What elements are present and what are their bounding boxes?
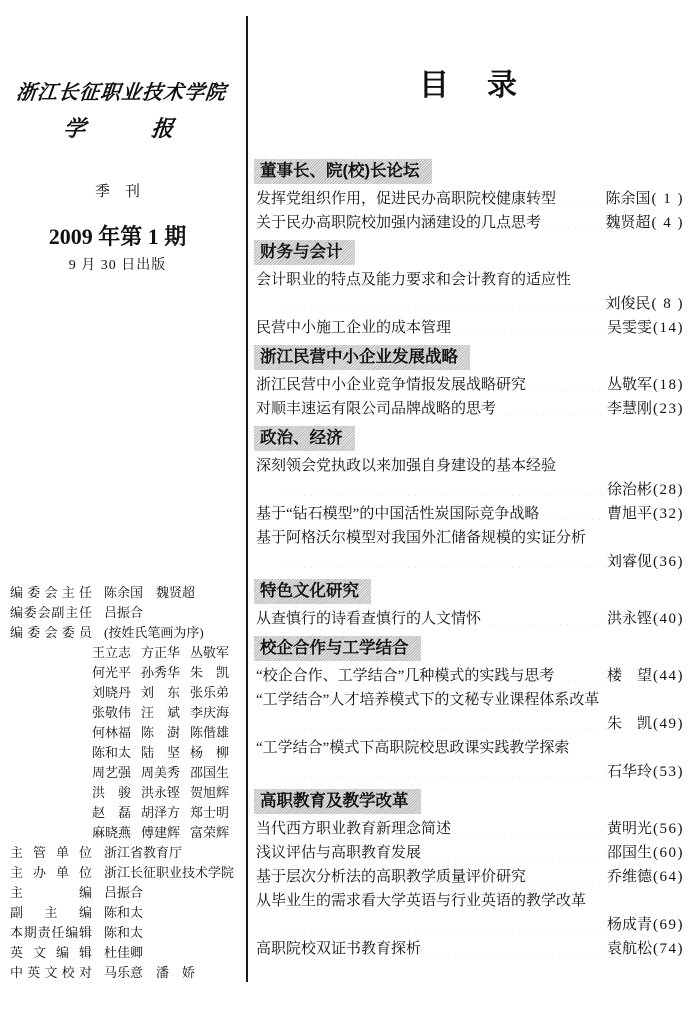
dot-leader	[454, 823, 604, 835]
editorial-member-row	[92, 763, 239, 783]
toc-entry-continuation	[256, 550, 684, 574]
toc-entry-continuation	[256, 292, 684, 316]
toc-section	[256, 235, 684, 340]
toc-entry-page: (40)	[653, 611, 684, 627]
toc-entry	[256, 664, 684, 688]
toc-section-heading: 高职教育及教学改革	[254, 789, 421, 814]
toc-entry-page: (44)	[653, 668, 684, 684]
editorial-member-name: 周美秀	[141, 765, 181, 780]
editorial-member-name: 何光平	[92, 665, 132, 680]
toc-entry	[256, 187, 684, 211]
toc-entry-author: 刘睿伣	[606, 554, 652, 570]
toc-entry-author: 杨成青	[606, 917, 652, 933]
editorial-row-label: 编委会副主任	[10, 605, 92, 620]
editorial-admin-label: 主编	[10, 885, 92, 900]
toc-entry-title: 基于阿格沃尔模型对我国外汇储备规模的实证分析	[256, 530, 587, 546]
editorial-member-name: 张敬伟	[92, 705, 132, 720]
editorial-row	[10, 583, 239, 603]
editorial-row-value: 陈余国 魏贤超	[104, 585, 196, 600]
toc-entry-title: “工学结合”人才培养模式下的文秘专业课程体系改革	[256, 692, 600, 708]
toc-entry-title: “校企合作、工学结合”几种模式的实践与思考	[256, 668, 555, 684]
editorial-member-row	[92, 743, 239, 763]
toc-entry	[256, 937, 684, 961]
dot-leader	[559, 193, 602, 205]
toc-entry-page: ( 1 )	[651, 191, 684, 207]
editorial-member-name: 赵 磊	[92, 805, 132, 820]
journal-name: 浙江长征职业技术学院	[15, 82, 228, 104]
editorial-admin-row	[10, 843, 239, 863]
toc-entry	[256, 865, 684, 889]
editorial-member-name: 方正华	[141, 645, 181, 660]
toc-entry-author: 丛敬军	[606, 377, 652, 393]
dot-leader	[499, 403, 604, 415]
toc-entry-title: 基于“钻石模型”的中国活性炭国际竞争战略	[256, 506, 540, 522]
toc-entry	[256, 211, 684, 235]
toc-entry-page: (23)	[653, 401, 684, 417]
editorial-row	[10, 603, 239, 623]
toc-section	[256, 340, 684, 421]
toc-entry-author: 吴雯雯	[606, 320, 652, 336]
toc-section-heading-row	[256, 340, 684, 373]
toc-entry-page: (14)	[653, 320, 684, 336]
toc-entry-page: (36)	[653, 554, 684, 570]
editorial-member-name: 何林福	[92, 725, 132, 740]
toc-entry-page: (18)	[653, 377, 684, 393]
toc-entry	[256, 817, 684, 841]
editorial-member-name: 朱 凯	[190, 665, 230, 680]
editorial-member-row	[92, 803, 239, 823]
dot-leader	[529, 379, 604, 391]
journal-frequency: 季 刊	[94, 184, 140, 200]
editorial-admin-value: 马乐意 潘 娇	[104, 965, 196, 980]
editorial-admin-value: 浙江长征职业技术学院	[104, 865, 235, 880]
toc-entry-author: 邵国生	[606, 845, 652, 861]
editorial-member-name: 刘晓丹	[92, 685, 132, 700]
journal-publish-date: 9 月 30 日出版	[68, 258, 167, 273]
toc-entry-title: 会计职业的特点及能力要求和会计教育的适应性	[256, 272, 572, 288]
editorial-row-value: 吕振合	[104, 605, 144, 620]
editorial-member-name: 汪 斌	[141, 705, 181, 720]
dot-leader	[424, 943, 604, 955]
editorial-member-name: 胡泽方	[141, 805, 181, 820]
toc-entry-title: 从查慎行的诗看查慎行的人文情怀	[256, 611, 482, 627]
toc-section-heading: 财务与会计	[254, 240, 355, 265]
toc-entry-author: 陈余国	[605, 191, 651, 207]
toc-entry-page: (60)	[653, 845, 684, 861]
editorial-admin-label: 中英文校对	[10, 965, 92, 980]
toc-entry-page: (56)	[653, 821, 684, 837]
toc-entry-page: (32)	[653, 506, 684, 522]
editorial-member-name: 周艺强	[92, 765, 132, 780]
toc-entry-page: ( 8 )	[651, 296, 684, 312]
editorial-admin-row	[10, 883, 239, 903]
editorial-admin-row	[10, 963, 239, 983]
toc-section-heading: 校企合作与工学结合	[254, 636, 421, 661]
dot-leader	[280, 484, 604, 496]
dot-leader	[544, 217, 602, 229]
editorial-member-row	[92, 663, 239, 683]
editorial-admin-row	[10, 943, 239, 963]
toc-entry-page: (49)	[653, 716, 684, 732]
editorial-member-name: 李庆海	[190, 705, 230, 720]
toc-section	[256, 631, 684, 784]
toc-entry	[256, 502, 684, 526]
editorial-member-name: 贺旭辉	[190, 785, 230, 800]
toc-entry-author: 曹旭平	[606, 506, 652, 522]
toc-section-heading: 董事长、院(校)长论坛	[254, 159, 432, 184]
editorial-admin-value: 杜佳卿	[104, 945, 144, 960]
toc-section-heading: 浙江民营中小企业发展战略	[254, 345, 470, 370]
dot-leader	[280, 766, 604, 778]
toc-entry-title: 当代西方职业教育新理念简述	[256, 821, 452, 837]
toc-entry-title: 基于层次分析法的高职教学质量评价研究	[256, 869, 527, 885]
toc-entry-author: 楼 望	[606, 668, 652, 684]
toc-entry-author: 魏贤超	[605, 215, 651, 231]
dot-leader	[557, 670, 604, 682]
editorial-member-name: 王立志	[92, 645, 132, 660]
editorial-row-value: (按姓氏笔画为序)	[104, 625, 204, 640]
editorial-admin-value: 吕振合	[104, 885, 144, 900]
editorial-member-name: 杨 柳	[190, 745, 230, 760]
editorial-admin-row	[10, 923, 239, 943]
editorial-admin-value: 陈和太	[104, 925, 144, 940]
toc-entry	[256, 316, 684, 340]
toc-title: 目 录	[419, 69, 521, 102]
toc-entry-continuation	[256, 913, 684, 937]
toc-section	[256, 574, 684, 631]
toc-section-heading-row	[256, 421, 684, 454]
toc-entry	[256, 607, 684, 631]
toc-entry-author: 乔维德	[606, 869, 652, 885]
dot-leader	[542, 508, 604, 520]
editorial-member-name: 洪永铿	[141, 785, 181, 800]
dot-leader	[280, 556, 604, 568]
toc-section	[256, 154, 684, 235]
toc-section-heading: 政治、经济	[254, 426, 355, 451]
editorial-admin-row	[10, 863, 239, 883]
editorial-member-row	[92, 783, 239, 803]
dot-leader	[280, 919, 604, 931]
journal-name-line2: 学 报	[62, 116, 175, 141]
editorial-member-name: 陈偕雄	[190, 725, 230, 740]
editorial-member-row	[92, 723, 239, 743]
toc-entry-author: 徐治彬	[606, 482, 652, 498]
toc-entry	[256, 397, 684, 421]
editorial-member-name: 刘 东	[141, 685, 181, 700]
editorial-admin-row	[10, 903, 239, 923]
toc-column	[256, 0, 684, 961]
toc-section-heading: 特色文化研究	[254, 579, 371, 604]
toc-entry-continuation	[256, 760, 684, 784]
editorial-admin-label: 英文编辑	[10, 945, 92, 960]
dot-leader	[484, 613, 604, 625]
editorial-admin-label: 副主编	[10, 905, 92, 920]
dot-leader	[424, 847, 604, 859]
toc-entry-page: (53)	[653, 764, 684, 780]
toc-entry-page: (74)	[653, 941, 684, 957]
editorial-admin-label: 主办单位	[10, 865, 92, 880]
editorial-row-label: 编委会主任	[10, 585, 92, 600]
toc-entry-page: (69)	[653, 917, 684, 933]
toc-entry-title: 浙江民营中小企业竞争情报发展战略研究	[256, 377, 527, 393]
toc-section-heading-row	[256, 574, 684, 607]
editorial-admin-value: 陈和太	[104, 905, 144, 920]
toc-entry-page: (64)	[653, 869, 684, 885]
editorial-member-name: 陈和太	[92, 745, 132, 760]
dot-leader	[280, 718, 604, 730]
dot-leader	[529, 871, 604, 883]
toc-entry-page: (28)	[653, 482, 684, 498]
editorial-row	[10, 623, 239, 643]
toc-entry-title: “工学结合”模式下高职院校思政课实践教学探索	[256, 740, 570, 756]
editorial-member-name: 陈 澍	[141, 725, 181, 740]
editorial-row-label: 编委会委员	[10, 625, 92, 640]
toc-sections	[256, 154, 684, 961]
editorial-member-row	[92, 683, 239, 703]
toc-entry	[256, 841, 684, 865]
toc-section-heading-row	[256, 631, 684, 664]
editorial-member-name: 麻晓燕	[92, 825, 132, 840]
editorial-member-name: 郑士明	[190, 805, 230, 820]
toc-section-heading-row	[256, 154, 684, 187]
toc-entry-title: 对顺丰速运有限公司品牌战略的思考	[256, 401, 497, 417]
editorial-member-name: 陆 坚	[141, 745, 181, 760]
toc-entry-title: 发挥党组织作用，促进民办高职院校健康转型	[256, 191, 557, 207]
editorial-admin-label: 主管单位	[10, 845, 92, 860]
toc-entry-title: 浅议评估与高职教育发展	[256, 845, 422, 861]
toc-section-heading-row	[256, 235, 684, 268]
editorial-member-row	[92, 823, 239, 843]
journal-issue: 2009 年第 1 期	[48, 224, 187, 249]
toc-entry-author: 石华玲	[606, 764, 652, 780]
toc-entry-author: 刘俊民	[605, 296, 651, 312]
dot-leader	[280, 298, 602, 310]
editorial-member-name: 张乐弟	[190, 685, 230, 700]
toc-entry-title: 深刻领会党执政以来加强自身建设的基本经验	[256, 458, 557, 474]
toc-entry-continuation	[256, 712, 684, 736]
toc-entry-continuation	[256, 478, 684, 502]
editorial-member-name: 富荣辉	[190, 825, 230, 840]
toc-entry-page: ( 4 )	[651, 215, 684, 231]
editorial-member-row	[92, 703, 239, 723]
toc-entry-author: 黄明光	[606, 821, 652, 837]
editorial-admin-label: 本期责任编辑	[10, 925, 92, 940]
dot-leader	[454, 322, 604, 334]
editorial-member-name: 丛敬军	[190, 645, 230, 660]
toc-section	[256, 421, 684, 574]
toc-entry-title: 民营中小施工企业的成本管理	[256, 320, 452, 336]
toc-entry-title: 高职院校双证书教育探析	[256, 941, 422, 957]
editorial-admin-value: 浙江省教育厅	[104, 845, 183, 860]
toc-entry	[256, 373, 684, 397]
editorial-member-name: 洪 骏	[92, 785, 132, 800]
toc-entry-title: 关于民办高职院校加强内涵建设的几点思考	[256, 215, 542, 231]
toc-section-heading-row	[256, 784, 684, 817]
editorial-member-name: 傅建辉	[141, 825, 181, 840]
toc-entry-author: 李慧刚	[606, 401, 652, 417]
toc-entry-author: 洪永铿	[606, 611, 652, 627]
toc-entry-author: 袁航松	[606, 941, 652, 957]
toc-entry-title: 从毕业生的需求看大学英语与行业英语的教学改革	[256, 893, 587, 909]
editorial-member-row	[92, 643, 239, 663]
editorial-member-name: 孙秀华	[141, 665, 181, 680]
editorial-member-name: 邵国生	[190, 765, 230, 780]
editorial-board	[10, 583, 239, 983]
toc-section	[256, 784, 684, 961]
toc-entry-author: 朱 凯	[606, 716, 652, 732]
left-column	[0, 0, 247, 1024]
